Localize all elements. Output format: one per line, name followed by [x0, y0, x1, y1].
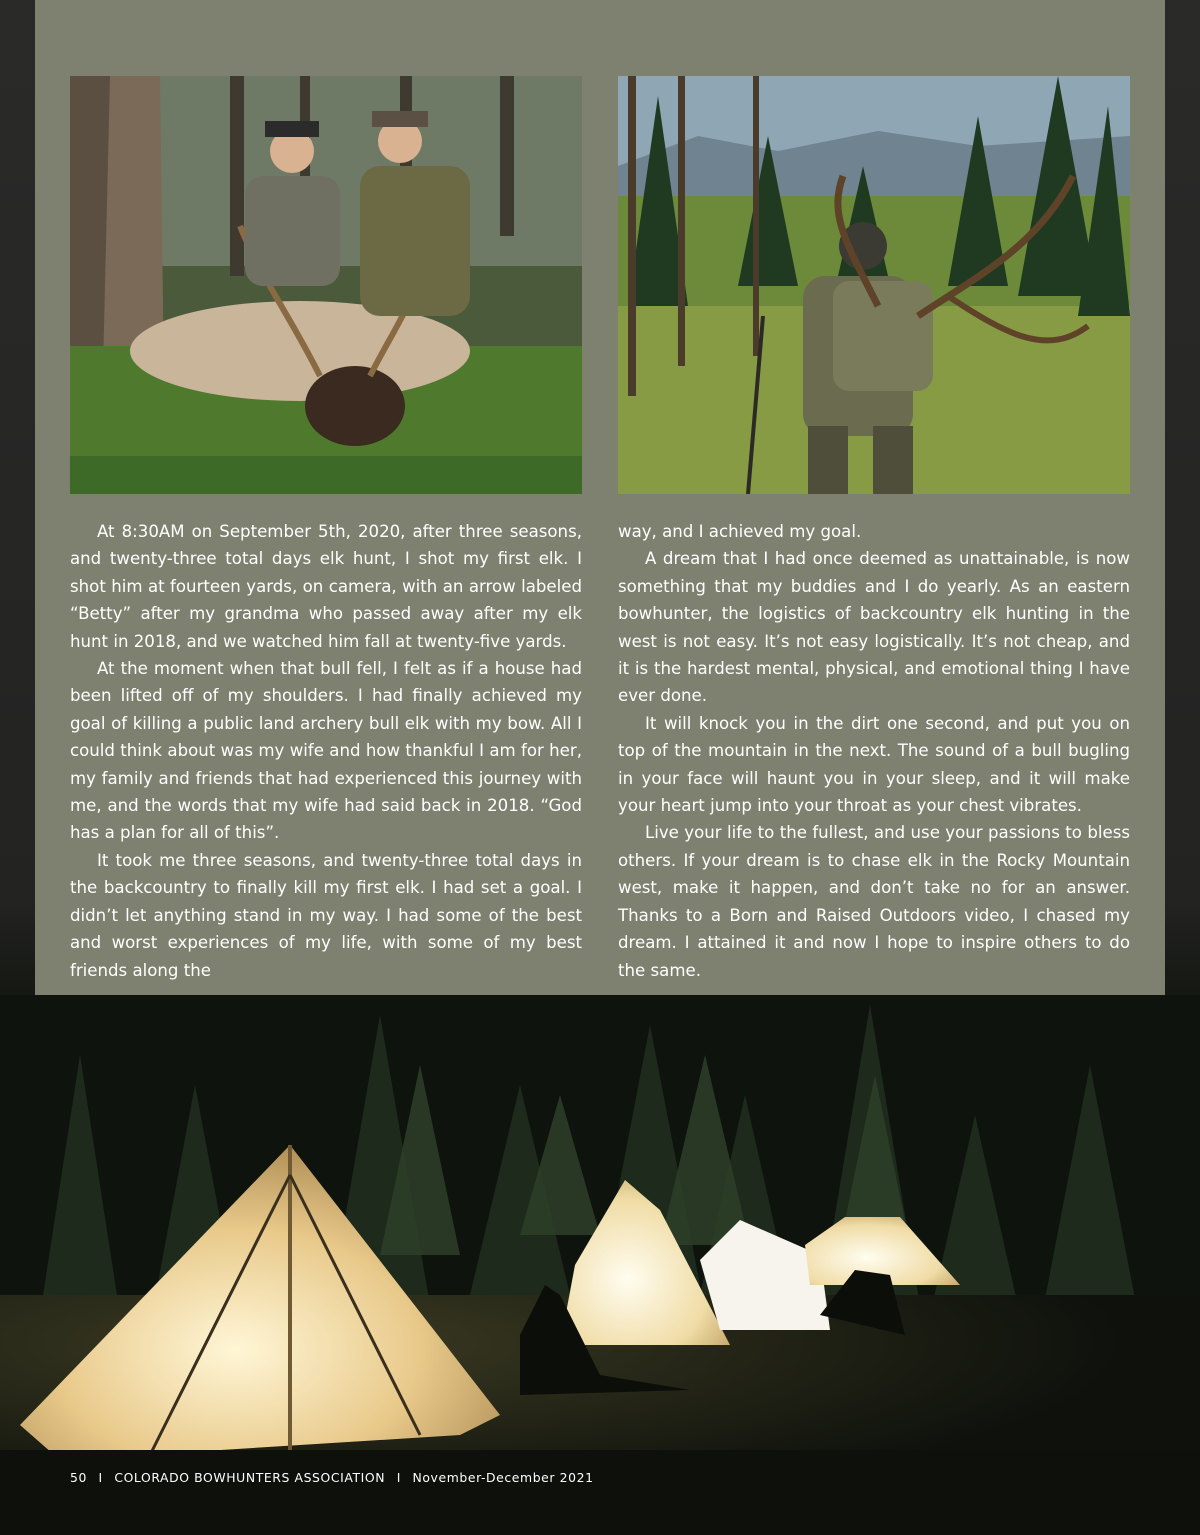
hunters-with-elk-illustration [70, 76, 582, 494]
article-paragraph: At the moment when that bull fell, I felt as if a house had been lifted off of my shoulders. I had finally achieved my goal of killing a public land archery bull elk with my bow. All I could think about was my wife and how thankful I am for her, my family and friends that had experienced this journey with me, and the words that my wife had said back in 2018. “God has a plan for all of this”. [70, 659, 582, 843]
article-column-right [618, 518, 1130, 984]
hunter-packing-antlers-illustration [618, 76, 1130, 494]
article-paragraph: Live your life to the fullest, and use your passions to bless others. If your dream is to chase elk in the Rocky Mountain west, make it happen, and don’t take no for an answer. Thanks to a Born and Raised Outdoors video, I chased my dream. I attained it and now I hope to inspire others to do the same. [618, 823, 1130, 980]
article-paragraph: It took me three seasons, and twenty-three total days in the backcountry to finally kill my first elk. I had set a goal. I didn’t let anything stand in my way. I had some of the best and worst experiences of my life, with some of my best friends along the [70, 850, 582, 980]
hunters-with-elk-photo [70, 76, 582, 494]
issue-date: November-December 2021 [412, 1470, 594, 1485]
page-number: 50 [70, 1470, 87, 1485]
article-paragraph: A dream that I had once deemed as unattainable, is now something that my buddies and I do yearly. As an eastern bowhunter, the logistics of backcountry elk hunting in the west is not easy. It’s not easy logistically. It’s not cheap, and it is the hardest mental, physical, and emotional thing I have ever done. [618, 549, 1130, 706]
article-paragraph-continued: way, and I achieved my goal. [618, 522, 862, 541]
night-camp-photo [0, 995, 1200, 1535]
article-paragraph: It will knock you in the dirt one second, and put you on top of the mountain in the next. The sound of a bull bugling in your face will haunt you in your sleep, and it will make your heart jump into your throat as your chest vibrates. [618, 713, 1130, 816]
publication-name: COLORADO BOWHUNTERS ASSOCIATION [114, 1470, 386, 1485]
article-paragraph: At 8:30AM on September 5th, 2020, after three seasons, and twenty-three total days elk hunt, I shot my first elk. I shot him at fourteen yards, on camera, with an arrow labeled “Betty” after my grandma who passed away after my elk hunt in 2018, and we watched him fall at twenty-five yards. [70, 522, 582, 651]
hunter-packing-antlers-photo [618, 76, 1130, 494]
footer-separator: I [98, 1470, 103, 1485]
article-column-left [70, 518, 582, 984]
night-camp-illustration [0, 995, 1200, 1535]
page-footer [70, 1470, 594, 1485]
footer-separator: I [396, 1470, 401, 1485]
